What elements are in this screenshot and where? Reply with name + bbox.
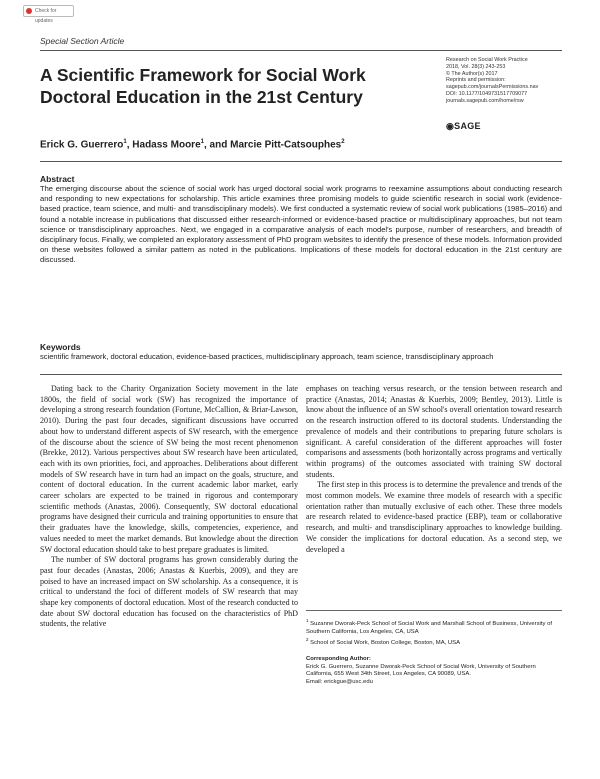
author-name: Hadass Moore xyxy=(132,139,201,151)
body-top-rule xyxy=(40,374,562,375)
affiliation-footnotes xyxy=(306,617,562,648)
abstract-heading: Abstract xyxy=(40,174,75,184)
abstract-top-rule xyxy=(40,161,562,162)
body-paragraph: emphases on teaching versus research, or the tension between research and practice (Anastas, 2014; Anastas & Kuerbis, 2009; Bentley, 2013). Little is know about the influence of an SW school's overall orientation toward research on the research instruction offered to its doctoral students. Understanding the prevalence of models and their contributions to preparing future scholars is significant. A careful consideration of the different approaches will foster comparisons and assessments (both horizontally across programs and vertically within programs) of the outcomes associated with training SW doctoral students. xyxy=(306,384,562,479)
corresponding-email[interactable]: Email: erickgue@usc.edu xyxy=(306,678,373,685)
footnote-number: 1 xyxy=(306,618,309,623)
author-affiliation: 2 xyxy=(341,139,345,145)
header-rule xyxy=(40,50,562,51)
section-label: Special Section Article xyxy=(40,36,125,46)
keywords-heading: Keywords xyxy=(40,342,81,352)
author-affiliation: 1 xyxy=(200,139,204,145)
footnote-rule xyxy=(306,610,562,611)
meta-volume: 2018, Vol. 28(3) 243-253 xyxy=(446,63,506,70)
sage-logo-icon: ◉ xyxy=(446,121,455,131)
abstract-text: The emerging discourse about the science of social work has urged doctoral social work programs to reexamine assumptions about conducting research and responding to new expectations for scholarship. This article examines three promising models to guide scientific research in social work (evidence-based practice, team science, and multi- and transdisciplinary models). We first conducted a systematic review of social work publications (1985–2016) and found a notable increase in publications that discussed either research-informed or evidence-based practice or multidisciplinary approaches, but not team science or transdisciplinary approaches. Next, we engaged in a comparative analysis of each model's purpose, number of researchers, and breadth of disciplinary focus. Finally, we completed an exploratory assessment of PhD program websites to identify the presence of these models. Information provided on these websites followed a similar pattern as noted in the publications. Implications of these models for doctoral education in the 21st century are discussed. xyxy=(40,184,562,265)
meta-copyright: © The Author(s) 2017 xyxy=(446,70,498,77)
body-paragraph: Dating back to the Charity Organization Society movement in the late 1800s, the field of social work (SW) has recognized the importance of developing a strong research foundation (Fortune, McCallion, & Briar-Lawson, 2010). During the past four decades, significant discussions have occurred about how to understand different aspects of SW research, with the emergence of the discourse about the science of SW being the most recent phenomenon (Brekke, 2012). Various perspectives about SW research have been articulated, each with its own priorities, foci, and approaches. Deliberations about different models of SW research have in turn had an impact on the goals, structure, and content of doctoral education. In the current academic labor market, early career scholars are expected to be trained in rigorous and contemporary scientific methods (Anastas, 2006). Consequently, SW doctoral educational programs have designed their curricula and training opportunities to ensure that their graduates have the knowledge, skills, competencies, experience, and values needed to meet the market demands. But knowledge about the direction SW doctoral education should take to best prepare graduates is limited. xyxy=(40,384,298,554)
body-paragraph: The first step in this process is to determine the prevalence and trends of the most common models. We examine three models of research with a specific orientation rather than mutually exclusive of each other. These three models are research related to evidence-based practice (EBP), team or collaborative research, and multi- and transdisciplinary approaches to knowledge building. We consider the implications for doctoral education. As a second step, we developed a xyxy=(306,480,562,554)
abstract-section xyxy=(40,174,562,265)
author-list xyxy=(40,139,345,150)
footnote xyxy=(306,617,562,636)
footnote-text: School of Social Work, Boston College, Boston, MA, USA xyxy=(310,640,461,647)
corresponding-author xyxy=(306,656,562,686)
author-separator: , xyxy=(126,139,133,151)
check-updates-label: Check for updates xyxy=(35,8,57,24)
article-title: A Scientific Framework for Social Work Doctoral Education in the 21st Century xyxy=(40,65,366,107)
author-separator: , and xyxy=(203,139,231,151)
footnote-number: 2 xyxy=(306,637,309,643)
keywords-text: scientific framework, doctoral education, evidence-based practices, multidisciplinary approach, team science, transdisciplinary approach xyxy=(40,352,494,362)
footnote-text: Suzanne Dworak-Peck School of Social Work and Marshall School of Business, University of Southern California, Los Angeles, CA, USA xyxy=(306,620,553,635)
footnote xyxy=(306,636,562,648)
keywords-section xyxy=(40,342,562,362)
author-affiliation: 1 xyxy=(123,139,127,145)
journal-meta xyxy=(446,57,571,105)
meta-journal: Research on Social Work Practice xyxy=(446,57,528,63)
author-name: Erick G. Guerrero xyxy=(40,139,124,151)
meta-reprints: Reprints and permission: xyxy=(446,77,506,84)
meta-home-link[interactable]: journals.sagepub.com/home/rsw xyxy=(446,97,524,104)
publisher-name: SAGE xyxy=(454,121,481,131)
corresponding-text: Erick G. Guerrero, Suzanne Dworak-Peck School of Social Work, University of Southern California, 655 West 34th Street, Los Angeles, CA 90089, USA. xyxy=(306,663,536,678)
body-column-right xyxy=(306,384,562,555)
body-paragraph: The number of SW doctoral programs has grown considerably during the past four decades (Anastas, 2006; Anastas & Kuerbis, 2009), and they are poised to have an increased impact on SW scholarship. As a consequence, it is critical to understand the foci of different models of SW research that may shape key components of doctoral education. Most of the research conducted to date about SW doctoral education has focused on the characteristics of PhD students, the relative xyxy=(40,555,298,629)
meta-permissions-link[interactable]: sagepub.com/journalsPermissions.nav xyxy=(446,84,539,91)
corresponding-heading: Corresponding Author: xyxy=(306,656,371,662)
sage-logo xyxy=(446,121,481,132)
meta-doi[interactable]: DOI: 10.1177/1049731517709077 xyxy=(446,90,528,97)
check-for-updates-badge[interactable] xyxy=(23,5,74,24)
author-name: Marcie Pitt-Catsouphes xyxy=(230,139,342,151)
check-updates-icon xyxy=(26,8,32,14)
body-column-left xyxy=(40,384,298,630)
